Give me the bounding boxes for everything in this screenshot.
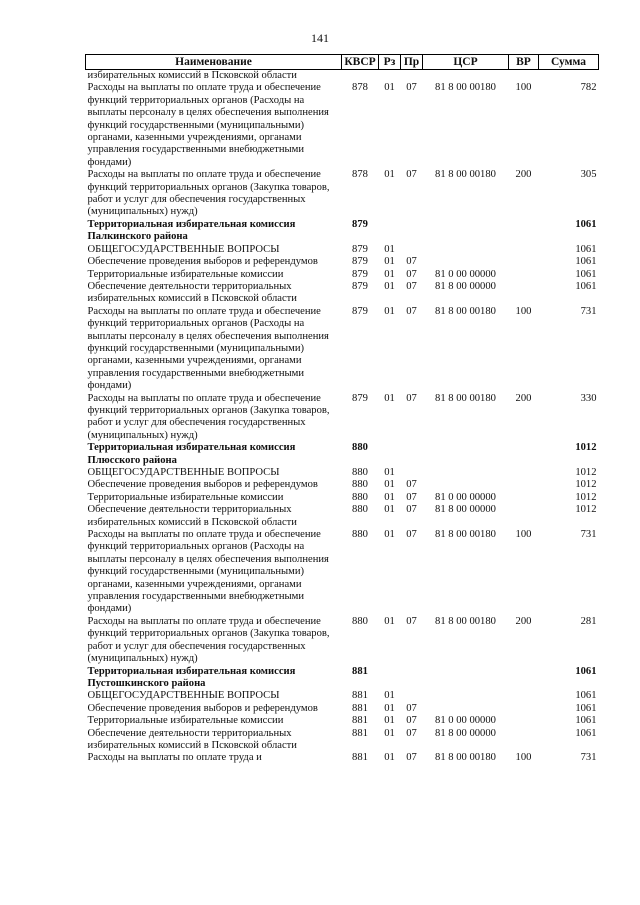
row-pr [401, 467, 423, 479]
row-vr [509, 269, 539, 281]
table-body [86, 70, 599, 765]
row-kvsr: 881 [352, 727, 368, 739]
row-rz: 01 [384, 82, 395, 94]
row-pr: 07 [406, 280, 417, 292]
table-row [86, 728, 599, 753]
table-row [86, 666, 599, 691]
row-rz: 01 [384, 256, 395, 268]
row-pr: 07 [406, 479, 417, 491]
row-pr: 07 [406, 268, 417, 280]
row-kvsr: 880 [352, 479, 368, 491]
row-rz: 01 [384, 752, 395, 764]
row-name: ОБЩЕГОСУДАРСТВЕННЫЕ ВОПРОСЫ [87, 467, 280, 478]
row-name: Расходы на выплаты по оплате труда и обеспечение функций территориальных органов (Расходы на выплаты персоналу в целях обеспечения выполнения функций государственными (муниципальными) органами, казенными учреждениями, органами управления государственными внебюджетными фондами) [87, 82, 329, 168]
table-row [86, 169, 599, 219]
row-pr [401, 690, 423, 702]
row-vr [509, 715, 539, 727]
row-kvsr: 880 [352, 467, 368, 478]
row-csr [423, 244, 509, 256]
row-name: Обеспечение деятельности территориальных избирательных комиссий в Псковской области [87, 727, 297, 751]
row-sum: 1061 [575, 218, 597, 230]
row-vr [509, 703, 539, 715]
row-rz: 01 [384, 280, 395, 292]
row-rz [379, 666, 401, 691]
table-row [86, 70, 599, 83]
header-vr: ВР [509, 55, 539, 70]
row-pr: 07 [406, 715, 417, 727]
row-csr: 81 8 00 00180 [435, 392, 496, 404]
row-kvsr: 879 [352, 280, 368, 292]
row-kvsr: 879 [352, 305, 368, 317]
row-pr [401, 442, 423, 467]
header-csr: ЦСР [423, 55, 509, 70]
row-name: Территориальные избирательные комиссии [87, 268, 284, 280]
row-rz: 01 [384, 392, 395, 404]
row-sum: 1061 [575, 268, 597, 280]
row-vr [509, 244, 539, 256]
row-name: Обеспечение проведения выборов и референдумов [87, 256, 318, 268]
table-row [86, 616, 599, 666]
table-row [86, 703, 599, 715]
row-rz: 01 [384, 305, 395, 317]
row-kvsr: 880 [352, 529, 368, 541]
row-sum: 1061 [575, 715, 597, 727]
row-name: Обеспечение деятельности территориальных избирательных комиссий в Псковской области [87, 504, 297, 528]
row-vr [509, 479, 539, 491]
table-row [86, 529, 599, 616]
row-kvsr: 881 [352, 715, 368, 727]
table-row [86, 393, 599, 443]
row-vr: 100 [515, 529, 532, 541]
row-pr [401, 244, 423, 256]
row-kvsr: 880 [352, 442, 368, 454]
row-rz: 01 [384, 727, 395, 739]
row-sum: 1012 [575, 442, 597, 454]
row-sum: 731 [580, 305, 597, 317]
row-sum: 1061 [575, 702, 597, 714]
row-sum: 1012 [575, 504, 597, 516]
header-name: Наименование [86, 55, 342, 70]
row-name: Территориальные избирательные комиссии [87, 491, 284, 503]
table-row [86, 244, 599, 256]
row-csr: 81 8 00 00180 [435, 305, 496, 317]
row-pr: 07 [406, 504, 417, 516]
row-rz: 01 [384, 529, 395, 541]
table-row [86, 442, 599, 467]
row-sum: 731 [580, 752, 597, 764]
row-sum: 1061 [575, 280, 597, 292]
row-sum: 782 [580, 82, 597, 94]
row-rz [379, 219, 401, 244]
row-rz: 01 [384, 479, 395, 491]
row-sum: 1012 [575, 467, 597, 478]
row-sum: 305 [580, 169, 597, 181]
row-rz: 01 [384, 702, 395, 714]
row-name: Расходы на выплаты по оплате труда и обеспечение функций территориальных органов (Закупка товаров, работ и услуг для обеспечения государственных (муниципальных) нужд) [87, 169, 330, 218]
row-sum: 1061 [575, 665, 597, 677]
row-csr [423, 666, 509, 691]
row-rz: 01 [384, 169, 395, 181]
header-sum: Сумма [539, 55, 599, 70]
row-pr: 07 [406, 392, 417, 404]
table-row [86, 492, 599, 504]
row-csr [423, 479, 509, 491]
row-name: Территориальная избирательная комиссия Палкинского района [87, 218, 296, 243]
row-vr [509, 281, 539, 306]
row-name: Территориальная избирательная комиссия Плюсского района [87, 442, 296, 466]
table-row [86, 82, 599, 169]
row-vr [509, 442, 539, 467]
row-sum: 731 [580, 529, 597, 541]
row-rz: 01 [384, 467, 395, 478]
row-pr [401, 219, 423, 244]
row-pr: 07 [406, 752, 417, 764]
row-vr [509, 467, 539, 479]
row-csr: 81 8 00 00180 [435, 615, 496, 627]
table-row [86, 256, 599, 268]
row-kvsr: 879 [352, 243, 368, 255]
row-rz [379, 70, 401, 83]
row-rz: 01 [384, 491, 395, 503]
row-csr [423, 703, 509, 715]
row-csr: 81 8 00 00180 [435, 82, 496, 94]
row-csr [423, 256, 509, 268]
row-csr [423, 467, 509, 479]
row-vr [509, 219, 539, 244]
row-sum: 281 [580, 615, 597, 627]
budget-table-container [85, 54, 598, 765]
table-row [86, 467, 599, 479]
row-vr: 200 [515, 169, 532, 181]
header-kvsr: КВСР [342, 55, 379, 70]
budget-table [85, 54, 599, 765]
row-vr: 100 [515, 752, 532, 764]
row-kvsr: 879 [352, 268, 368, 280]
table-row [86, 504, 599, 529]
row-name: Расходы на выплаты по оплате труда и [87, 752, 262, 764]
row-csr [423, 219, 509, 244]
row-pr: 07 [406, 305, 417, 317]
row-vr: 100 [515, 82, 532, 94]
row-csr [423, 690, 509, 702]
row-csr: 81 8 00 00000 [435, 727, 496, 739]
row-csr: 81 0 00 00000 [435, 268, 496, 280]
row-pr [401, 70, 423, 83]
row-csr: 81 8 00 00000 [435, 280, 496, 292]
row-name: Расходы на выплаты по оплате труда и обеспечение функций территориальных органов (Расходы на выплаты персоналу в целях обеспечения выполнения функций государственными (муниципальными) органами, казенными учреждениями, органами управления государственными внебюджетными фондами) [87, 305, 329, 392]
row-vr [509, 504, 539, 529]
row-rz: 01 [384, 504, 395, 516]
row-sum: 1012 [575, 479, 597, 491]
row-kvsr: 880 [352, 491, 368, 503]
row-vr [509, 728, 539, 753]
row-vr [509, 70, 539, 83]
row-kvsr [342, 70, 379, 83]
row-kvsr: 878 [352, 169, 368, 181]
row-kvsr: 879 [352, 218, 368, 230]
row-kvsr: 880 [352, 615, 368, 627]
row-vr [509, 256, 539, 268]
row-pr: 07 [406, 529, 417, 541]
row-sum: 330 [580, 392, 597, 404]
table-row [86, 269, 599, 281]
row-sum: 1012 [575, 491, 597, 503]
row-rz [379, 442, 401, 467]
row-csr: 81 0 00 00000 [435, 715, 496, 727]
table-row [86, 306, 599, 393]
header-pr: Пр [401, 55, 423, 70]
row-csr: 81 8 00 00180 [435, 752, 496, 764]
row-pr: 07 [406, 256, 417, 268]
row-kvsr: 881 [352, 665, 368, 677]
row-pr: 07 [406, 491, 417, 503]
row-csr: 81 8 00 00180 [435, 529, 496, 541]
row-pr: 07 [406, 615, 417, 627]
row-sum: 1061 [575, 690, 597, 702]
row-name: ОБЩЕГОСУДАРСТВЕННЫЕ ВОПРОСЫ [87, 690, 280, 702]
row-pr: 07 [406, 169, 417, 181]
row-kvsr: 879 [352, 256, 368, 268]
row-sum: 1061 [575, 243, 597, 255]
page-number: 141 [311, 31, 329, 45]
table-row [86, 690, 599, 702]
row-name: Обеспечение проведения выборов и референдумов [87, 479, 318, 491]
row-pr: 07 [406, 702, 417, 714]
row-rz: 01 [384, 690, 395, 702]
row-kvsr: 881 [352, 752, 368, 764]
table-row [86, 752, 599, 764]
row-name: Обеспечение проведения выборов и референдумов [87, 702, 318, 714]
row-name: Расходы на выплаты по оплате труда и обеспечение функций территориальных органов (Расходы на выплаты персоналу в целях обеспечения выполнения функций государственными (муниципальными) органами, казенными учреждениями, органами управления государственными внебюджетными фондами) [87, 529, 329, 615]
row-pr: 07 [406, 727, 417, 739]
table-header-row [86, 55, 599, 70]
row-rz: 01 [384, 268, 395, 280]
row-vr [509, 690, 539, 702]
row-pr: 07 [406, 82, 417, 94]
row-name: Расходы на выплаты по оплате труда и обеспечение функций территориальных органов (Закупка товаров, работ и услуг для обеспечения государственных (муниципальных) нужд) [87, 392, 330, 441]
row-name: избирательных комиссий в Псковской области [87, 70, 297, 81]
row-pr [401, 666, 423, 691]
row-sum [539, 70, 599, 83]
row-name: Расходы на выплаты по оплате труда и обеспечение функций территориальных органов (Закупка товаров, работ и услуг для обеспечения государственных (муниципальных) нужд) [87, 615, 330, 665]
row-csr: 81 8 00 00000 [435, 504, 496, 516]
row-sum: 1061 [575, 727, 597, 739]
row-name: Территориальная избирательная комиссия Пустошкинского района [87, 665, 296, 689]
table-row [86, 281, 599, 306]
row-kvsr: 878 [352, 82, 368, 94]
table-row [86, 479, 599, 491]
row-rz: 01 [384, 715, 395, 727]
row-vr: 100 [515, 305, 532, 317]
row-vr [509, 492, 539, 504]
row-csr [423, 442, 509, 467]
row-rz: 01 [384, 243, 395, 255]
row-name: Обеспечение деятельности территориальных избирательных комиссий в Псковской области [87, 280, 297, 305]
row-kvsr: 879 [352, 392, 368, 404]
table-row [86, 715, 599, 727]
row-kvsr: 881 [352, 690, 368, 702]
row-vr [509, 666, 539, 691]
table-row [86, 219, 599, 244]
row-name: ОБЩЕГОСУДАРСТВЕННЫЕ ВОПРОСЫ [87, 243, 280, 255]
row-csr: 81 8 00 00180 [435, 169, 496, 181]
row-csr [423, 70, 509, 83]
header-rz: Рз [379, 55, 401, 70]
row-csr: 81 0 00 00000 [435, 491, 496, 503]
row-sum: 1061 [575, 256, 597, 268]
row-vr: 200 [515, 392, 532, 404]
row-rz: 01 [384, 615, 395, 627]
row-vr: 200 [515, 615, 532, 627]
row-name: Территориальные избирательные комиссии [87, 715, 284, 727]
row-kvsr: 880 [352, 504, 368, 516]
row-kvsr: 881 [352, 702, 368, 714]
